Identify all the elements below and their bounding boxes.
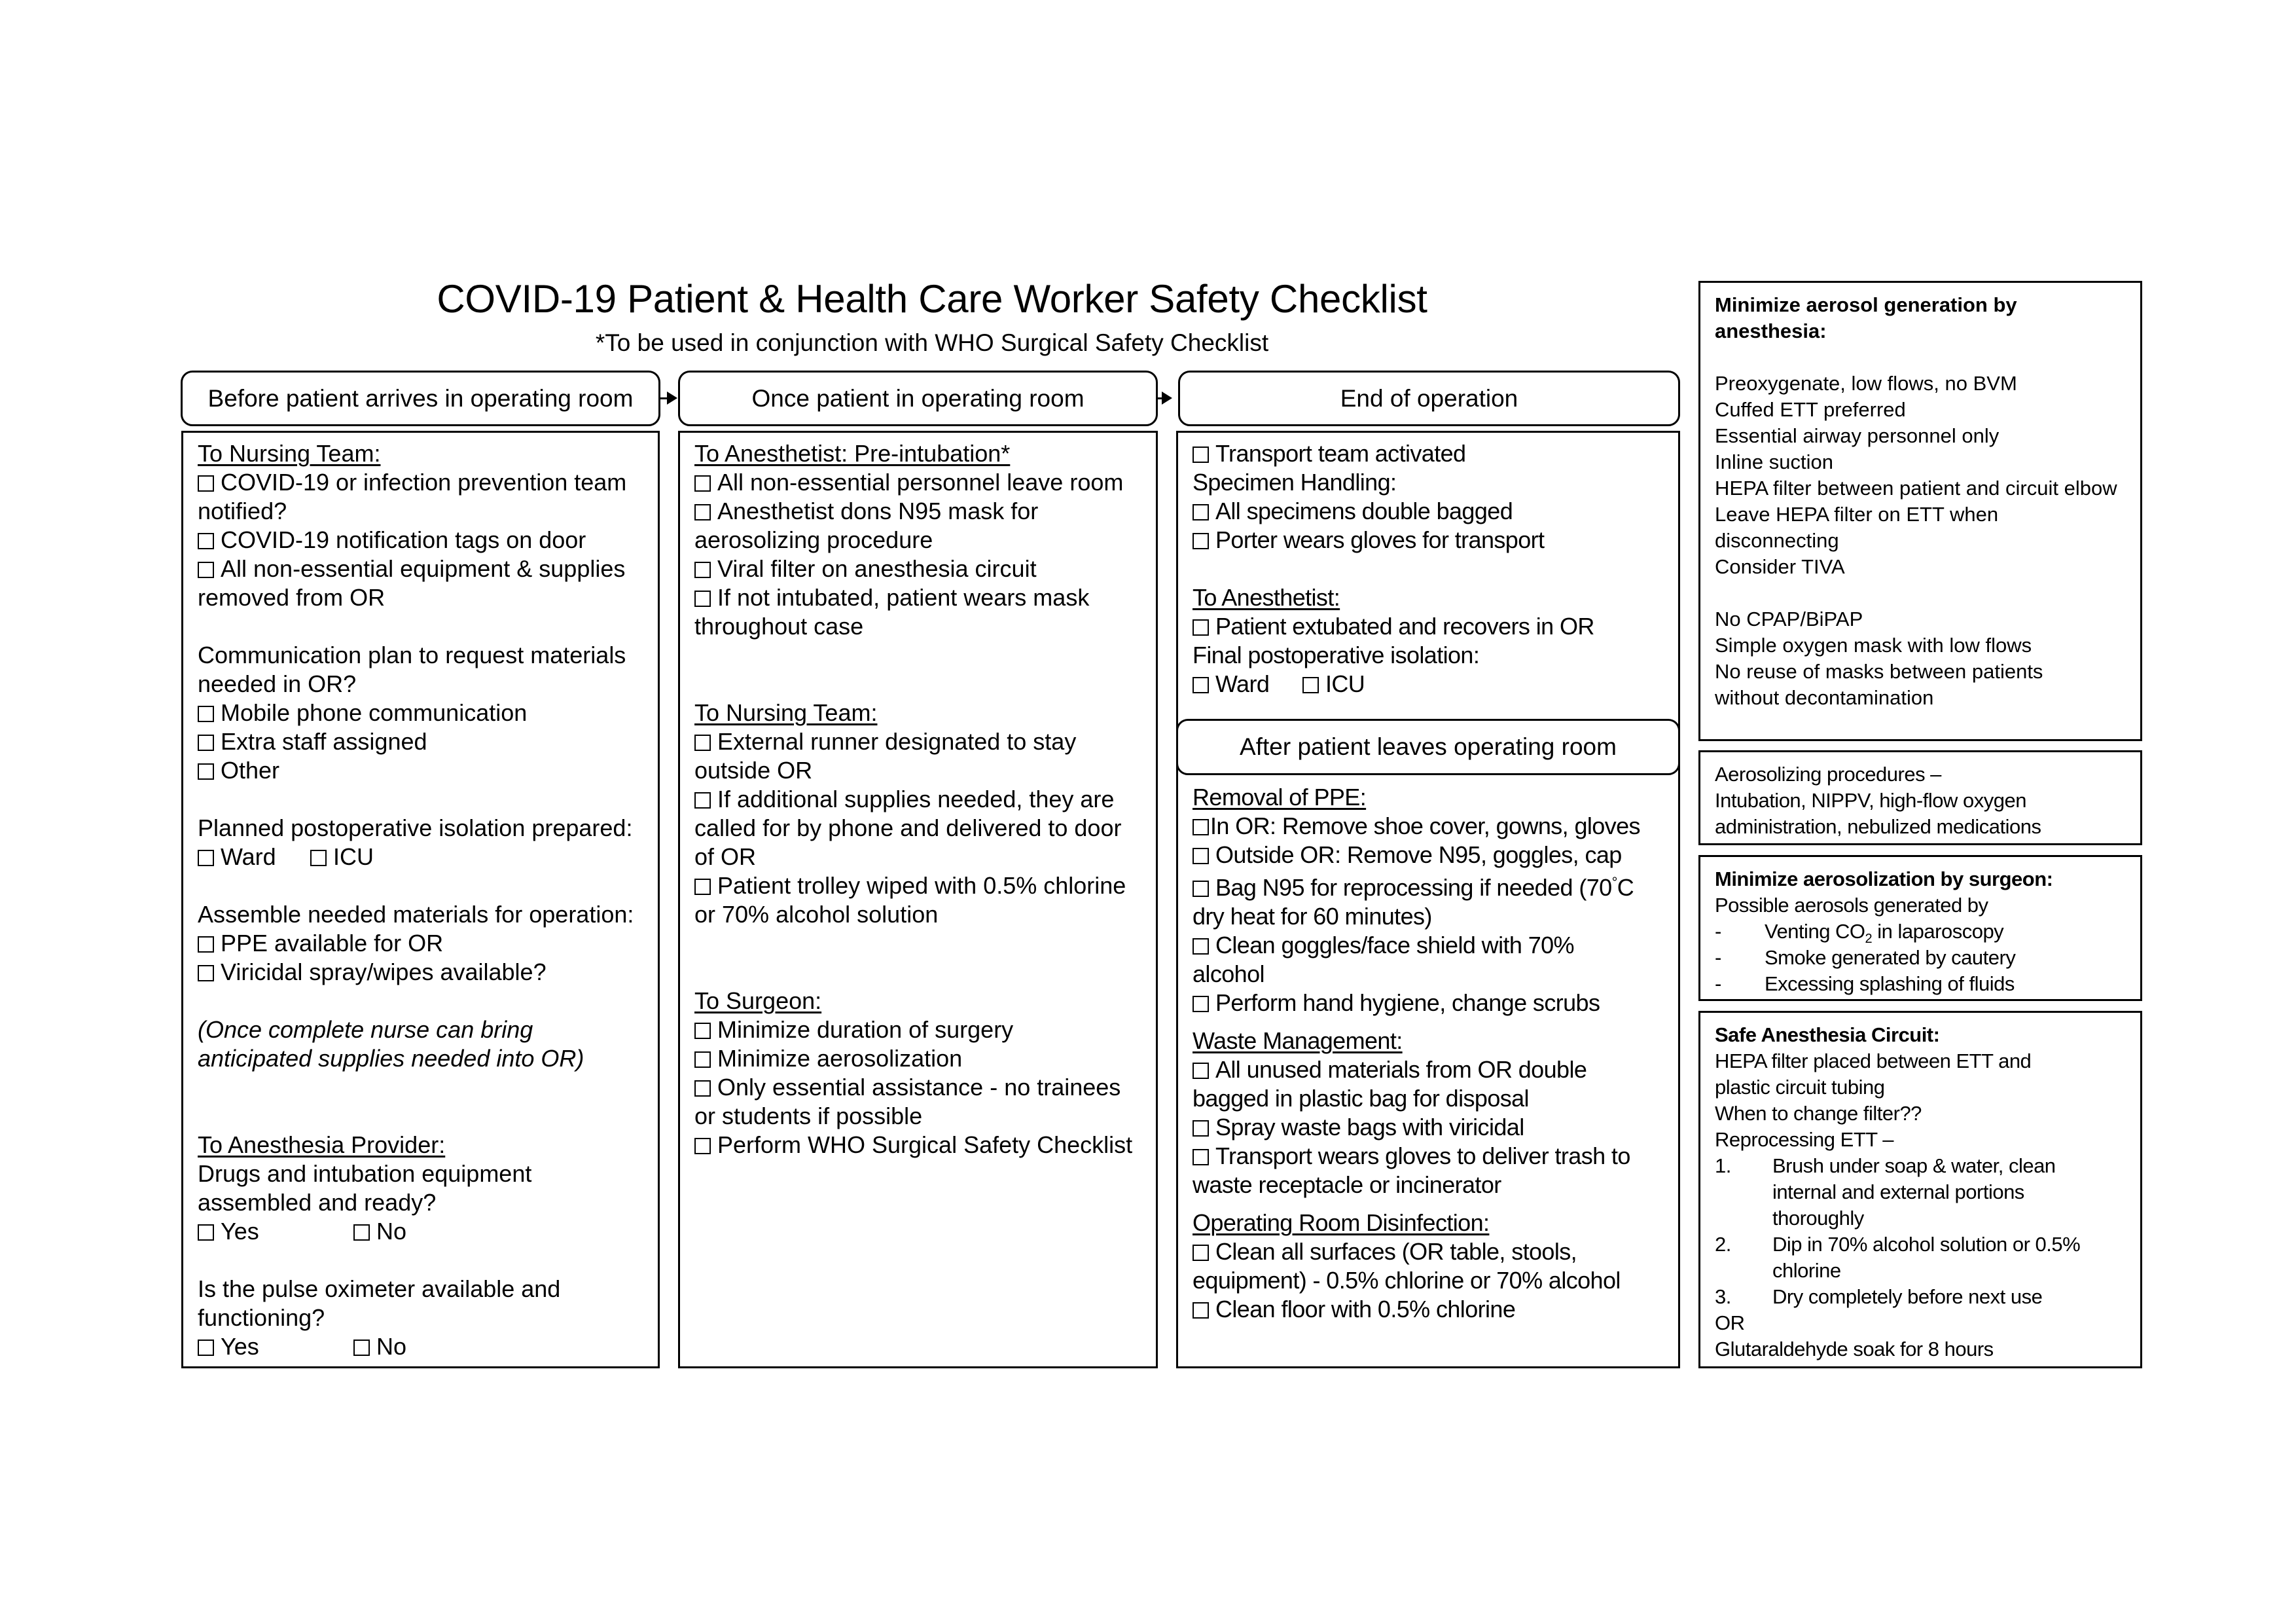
checkbox[interactable] — [694, 562, 711, 578]
checklist-item: If not intubated, patient wears mask throughout case — [694, 584, 1090, 640]
phase-label: After patient leaves operating room — [1240, 733, 1617, 760]
checkbox-yes[interactable] — [198, 1224, 214, 1241]
box-title: Minimize aerosol generation by anesthesia: — [1715, 293, 2017, 342]
checkbox-ward[interactable] — [1193, 677, 1209, 693]
bullet-item: - Smoke generated by cautery — [1715, 946, 2016, 969]
checkbox[interactable] — [1193, 1120, 1209, 1137]
checkbox[interactable] — [1193, 938, 1209, 955]
checklist-item: COVID-19 or infection prevention team notified? — [198, 469, 627, 524]
question-text: Is the pulse oximeter available and functioning? — [198, 1275, 561, 1331]
page-subtitle: *To be used in conjunction with WHO Surgical Safety Checklist — [595, 329, 1269, 356]
checkbox[interactable] — [1193, 447, 1209, 463]
checklist-item: Clean all surfaces (OR table, stools, equipment) - 0.5% chlorine or 70% alcohol — [1193, 1238, 1621, 1294]
info-line: No reuse of masks between patients without decontamination — [1715, 660, 2043, 709]
checklist-item: Patient trolley wiped with 0.5% chlorine or 70% alcohol solution — [694, 872, 1126, 928]
checklist-item: Transport team activated — [1193, 439, 1664, 468]
section-heading: To Anesthetist: Pre-intubation* — [694, 440, 1011, 467]
info-line: Simple oxygen mask with low flows — [1715, 634, 2032, 657]
section-heading: To Surgeon: — [694, 987, 822, 1014]
checklist-item: All specimens double bagged — [1193, 497, 1664, 526]
checkbox[interactable] — [694, 1138, 711, 1154]
numbered-step: 2. Dip in 70% alcohol solution or 0.5% chlorine — [1715, 1233, 2081, 1282]
checklist-item: Transport wears gloves to deliver trash to waste receptacle or incinerator — [1193, 1142, 1630, 1198]
checklist-item: Clean floor with 0.5% chlorine — [1193, 1295, 1661, 1324]
info-line: OR — [1715, 1311, 1745, 1334]
checklist-item: Bag N95 for reprocessing if needed (70°C dry heat for 60 minutes) — [1193, 874, 1634, 930]
section-heading: To Nursing Team: — [198, 440, 381, 467]
checkbox[interactable] — [1193, 1063, 1209, 1079]
section-label: Final postoperative isolation: — [1193, 642, 1480, 668]
section-heading: To Anesthetist: — [1193, 584, 1340, 611]
column-in-operating-room — [678, 431, 1158, 1368]
checkbox[interactable] — [694, 1051, 711, 1068]
checkbox[interactable] — [1193, 619, 1209, 636]
section-label: Communication plan to request materials needed in OR? — [198, 642, 626, 697]
info-line: Consider TIVA — [1715, 555, 1845, 578]
info-line: HEPA filter placed between ETT and plastic circuit tubing — [1715, 1049, 2032, 1099]
checklist-item: Viral filter on anesthesia circuit — [694, 555, 1141, 583]
checkbox-yes[interactable] — [198, 1340, 214, 1356]
info-box-surgeon-aerosolization — [1698, 855, 2142, 1001]
info-line: Leave HEPA filter on ETT when disconnecting — [1715, 503, 1999, 552]
checklist-item: Anesthetist dons N95 mask for aerosolizing procedure — [694, 498, 1039, 553]
question-text: Drugs and intubation equipment assembled and ready? — [198, 1160, 532, 1216]
section-label: Planned postoperative isolation prepared: — [198, 814, 633, 841]
checkbox[interactable] — [1193, 881, 1209, 897]
phase-label: Once patient in operating room — [751, 384, 1085, 412]
info-box-anesthesia-aerosol — [1698, 281, 2142, 741]
checkbox-no[interactable] — [353, 1224, 370, 1241]
info-line: Preoxygenate, low flows, no BVM — [1715, 372, 2017, 395]
checklist-item: Perform hand hygiene, change scrubs — [1193, 989, 1661, 1017]
checkbox[interactable] — [198, 562, 214, 578]
checkbox[interactable] — [1193, 533, 1209, 549]
info-line: Possible aerosols generated by — [1715, 894, 1988, 917]
checkbox[interactable] — [1193, 504, 1209, 520]
checklist-item: COVID-19 notification tags on door — [198, 526, 643, 555]
column-before-arrival — [181, 431, 660, 1368]
info-box-safe-anesthesia-circuit — [1698, 1011, 2142, 1368]
numbered-step: 1. Brush under soap & water, clean internal and external portions thoroughly — [1715, 1154, 2056, 1230]
checkbox[interactable] — [198, 735, 214, 751]
section-heading: Removal of PPE: — [1193, 784, 1367, 811]
checkbox[interactable] — [1193, 848, 1209, 864]
phase-header-before — [181, 371, 660, 426]
arrow-right-icon — [667, 392, 677, 405]
checklist-item: All unused materials from OR double bagged in plastic bag for disposal — [1193, 1056, 1587, 1112]
info-line: When to change filter?? — [1715, 1102, 1922, 1125]
section-heading: To Anesthesia Provider: — [198, 1131, 446, 1158]
after-leaves-section — [1178, 783, 1676, 1324]
checkbox-icu[interactable] — [1302, 677, 1319, 693]
checklist-item: Viricidal spray/wipes available? — [198, 958, 643, 987]
bullet-item: - Venting $CO_2$ in laparoscopy — [1715, 920, 2004, 947]
q2-options: Yes No — [198, 1332, 643, 1361]
checkbox[interactable] — [1193, 1149, 1209, 1165]
checkbox[interactable] — [694, 792, 711, 809]
checkbox[interactable] — [198, 936, 214, 953]
checklist-item: Extra staff assigned — [198, 727, 643, 756]
checklist-item: External runner designated to stay outside OR — [694, 728, 1077, 784]
checkbox[interactable] — [198, 965, 214, 981]
checklist-item: Only essential assistance - no trainees or students if possible — [694, 1074, 1121, 1129]
arrow-right-icon — [1162, 392, 1172, 405]
phase-header-once — [678, 371, 1158, 426]
checklist-item: Spray waste bags with viricidal — [1193, 1113, 1661, 1142]
checklist-item: PPE available for OR — [198, 929, 643, 958]
checklist-item: If additional supplies needed, they are called for by phone and delivered to door of OR — [694, 786, 1122, 870]
checkbox[interactable] — [694, 879, 711, 895]
phase-label: Before patient arrives in operating room — [207, 384, 634, 412]
checkbox[interactable] — [198, 763, 214, 780]
info-box-aerosolizing-procedures — [1698, 750, 2142, 845]
note-text: (Once complete nurse can bring anticipated supplies needed into OR) — [198, 1016, 584, 1072]
page-title: COVID-19 Patient & Health Care Worker Safety Checklist — [437, 277, 1427, 321]
checkbox[interactable] — [1193, 1302, 1209, 1319]
section-heading: Waste Management: — [1193, 1027, 1403, 1054]
checklist-item: Other — [198, 756, 643, 785]
final-isolation-options: Ward ICU — [1193, 670, 1664, 699]
checklist-item: Porter wears gloves for transport — [1193, 526, 1664, 555]
section-heading: To Nursing Team: — [694, 699, 878, 726]
box-title: Minimize aerosolization by surgeon: — [1715, 867, 2053, 890]
checklist-item: Patient extubated and recovers in OR — [1193, 612, 1664, 641]
checkbox[interactable] — [198, 475, 214, 492]
checkbox[interactable] — [694, 475, 711, 492]
checklist-item: Perform WHO Surgical Safety Checklist — [694, 1131, 1141, 1159]
section-label: Specimen Handling: — [1193, 469, 1397, 496]
checkbox[interactable] — [198, 706, 214, 722]
phase-header-after — [1176, 719, 1680, 775]
checkbox[interactable] — [694, 1080, 711, 1097]
info-line: Intubation, NIPPV, high-flow oxygen administration, nebulized medications — [1715, 789, 2041, 838]
checkbox[interactable] — [694, 735, 711, 751]
section-heading: Operating Room Disinfection: — [1193, 1209, 1490, 1236]
checkbox[interactable] — [1193, 996, 1209, 1012]
checkbox-icu[interactable] — [310, 850, 327, 866]
phase-header-end — [1178, 371, 1680, 426]
q1-options: Yes No — [198, 1217, 643, 1246]
info-line: Cuffed ETT preferred — [1715, 398, 1906, 421]
info-line: Inline suction — [1715, 450, 1833, 473]
checkbox[interactable] — [198, 533, 214, 549]
checkbox-ward[interactable] — [198, 850, 214, 866]
section-label: Assemble needed materials for operation: — [198, 901, 634, 928]
info-line: Essential airway personnel only — [1715, 424, 2000, 447]
isolation-options: Ward ICU — [198, 843, 643, 871]
checklist-item: Minimize duration of surgery — [694, 1015, 1141, 1044]
checklist-item: In OR: Remove shoe cover, gowns, gloves — [1193, 812, 1661, 841]
phase-label: End of operation — [1340, 384, 1518, 412]
box-title: Safe Anesthesia Circuit: — [1715, 1023, 1940, 1046]
checkbox[interactable] — [694, 591, 711, 607]
checkbox[interactable] — [694, 1023, 711, 1039]
numbered-step: 3. Dry completely before next use — [1715, 1285, 2043, 1308]
checkbox[interactable] — [1193, 819, 1209, 835]
info-line: Glutaraldehyde soak for 8 hours — [1715, 1338, 1994, 1360]
checklist-item: All non-essential personnel leave room — [694, 468, 1141, 497]
checklist-item: All non-essential equipment & supplies removed from OR — [198, 555, 626, 611]
info-line: No CPAP/BiPAP — [1715, 608, 1863, 630]
checkbox[interactable] — [1193, 1245, 1209, 1261]
info-line: Aerosolizing procedures – — [1715, 763, 1941, 786]
checkbox[interactable] — [694, 504, 711, 520]
checkbox-no[interactable] — [353, 1340, 370, 1356]
info-line: HEPA filter between patient and circuit elbow — [1715, 477, 2117, 500]
checklist-item: Mobile phone communication — [198, 699, 643, 727]
checklist-item: Minimize aerosolization — [694, 1044, 1141, 1073]
info-line: Reprocessing ETT – — [1715, 1128, 1893, 1151]
checklist-item: Clean goggles/face shield with 70% alcohol — [1193, 932, 1574, 987]
bullet-item: - Excessing splashing of fluids — [1715, 972, 2015, 995]
checklist-item: Outside OR: Remove N95, goggles, cap — [1193, 841, 1661, 869]
